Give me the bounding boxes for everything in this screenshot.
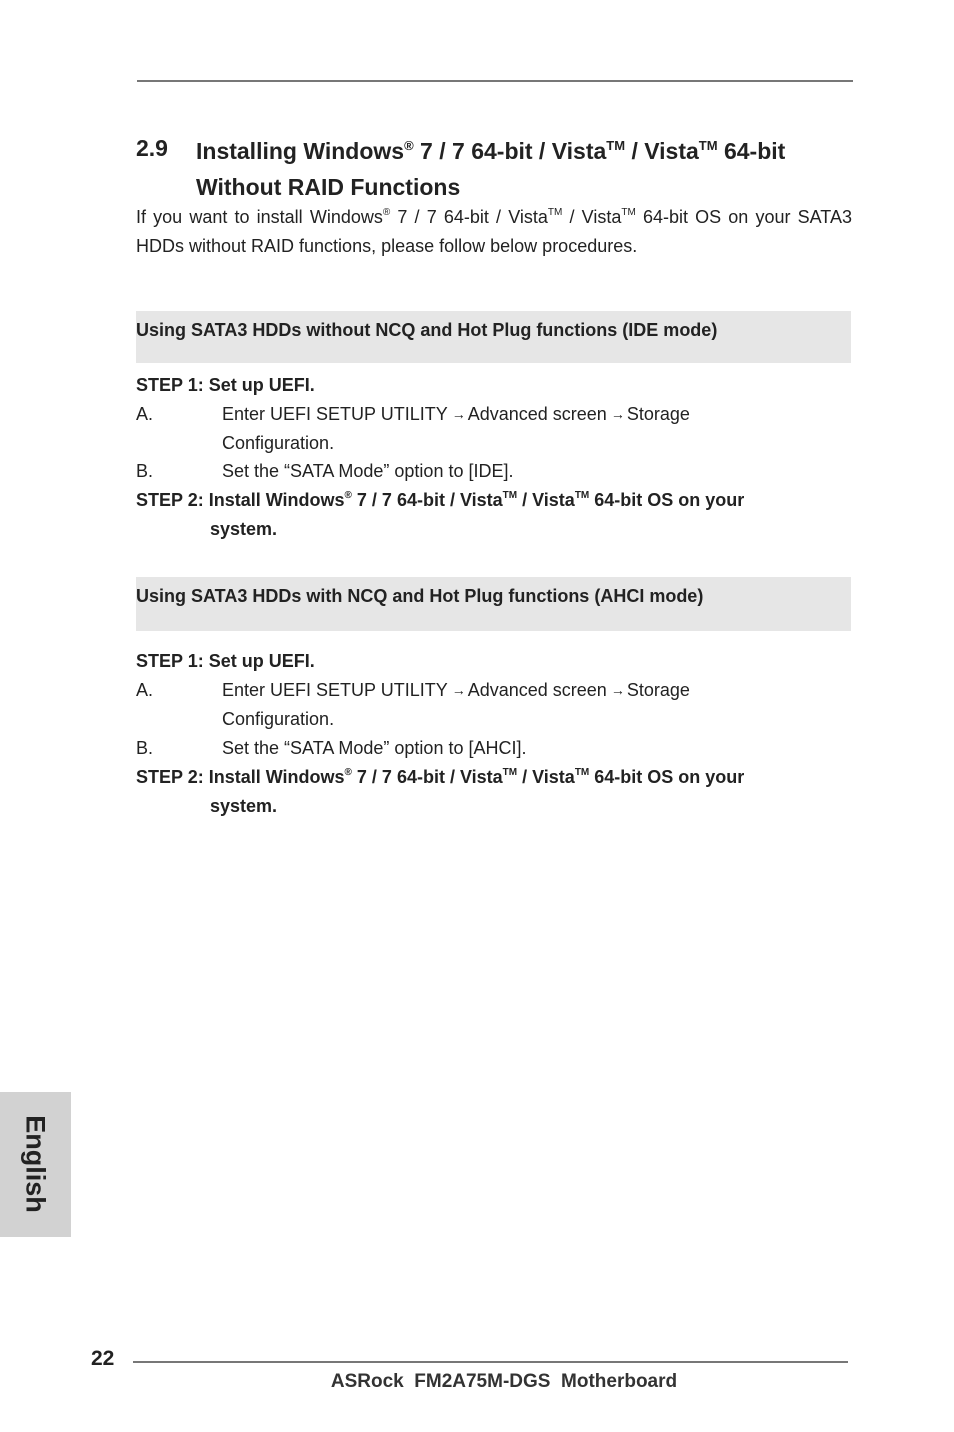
step-a-text: Enter UEFI SETUP UTILITY (222, 404, 448, 424)
registered-mark: ® (344, 490, 352, 501)
intro-text: If you want to install Windows (136, 207, 383, 227)
ahci-step-a-line2: Configuration. (222, 709, 335, 729)
title-text: Installing Windows (196, 138, 405, 164)
ide-step-a-label: A. (136, 404, 154, 424)
step2-text: 7 / 7 64-bit / Vista (351, 767, 503, 787)
step2-text: STEP 2: Install Windows (136, 490, 345, 510)
header-rule (137, 80, 853, 82)
step2-text: / Vista (517, 767, 575, 787)
intro-text: 7 / 7 64-bit / Vista (390, 207, 548, 227)
step-a-text: Storage (626, 680, 690, 700)
ahci-step-b-label: B. (136, 738, 154, 758)
arrow-right-icon: → (451, 406, 466, 422)
ide-step-a-line2: Configuration. (222, 433, 335, 453)
trademark-mark: TM (574, 767, 590, 778)
title-line-2: Without RAID Functions (196, 174, 461, 200)
arrow-right-icon: → (610, 406, 625, 422)
ide-mode-band (136, 311, 851, 363)
footer-rule (133, 1361, 848, 1363)
ide-step2-title (136, 486, 744, 515)
step-a-text: Enter UEFI SETUP UTILITY (222, 680, 448, 700)
intro-text: 64-bit OS on your SATA3 HDDs without RAID functions, please follow below procedures. (136, 207, 852, 256)
ahci-mode-heading: Using SATA3 HDDs with NCQ and Hot Plug functions (AHCI mode) (136, 586, 704, 606)
footer-product: ASRock FM2A75M-DGS Motherboard (330, 1371, 678, 1392)
ahci-step-a-label: A. (136, 680, 154, 700)
step-a-text: Advanced screen (467, 680, 607, 700)
page-number: 22 (91, 1347, 115, 1370)
section-number: 2.9 (136, 135, 168, 161)
registered-mark: ® (344, 767, 352, 778)
trademark-mark: TM (574, 490, 590, 501)
step-a-text: Advanced screen (467, 404, 607, 424)
arrow-right-icon: → (610, 682, 625, 698)
ahci-step-a-text (222, 676, 690, 705)
step2-text: 64-bit OS on your (589, 767, 745, 787)
ide-step-b-label: B. (136, 461, 154, 481)
step2-text: / Vista (517, 490, 575, 510)
trademark-mark: TM (698, 138, 718, 153)
registered-mark: ® (404, 138, 414, 153)
trademark-mark: TM (502, 490, 518, 501)
trademark-mark: TM (606, 138, 626, 153)
ide-step-a-text (222, 400, 690, 429)
ahci-step1-title: STEP 1: Set up UEFI. (136, 651, 315, 671)
ahci-step2-title (136, 763, 744, 792)
step2-text: 64-bit OS on your (589, 490, 745, 510)
registered-mark: ® (382, 207, 391, 218)
step2-text: 7 / 7 64-bit / Vista (351, 490, 503, 510)
trademark-mark: TM (502, 767, 518, 778)
ide-step-b-text: Set the “SATA Mode” option to [IDE]. (222, 461, 514, 481)
language-side-tab (0, 1092, 71, 1237)
intro-text: / Vista (562, 207, 622, 227)
title-text: 7 / 7 64-bit / Vista (413, 138, 607, 164)
ahci-step2-line2: system. (210, 796, 278, 816)
step2-text: STEP 2: Install Windows (136, 767, 345, 787)
language-label: English (20, 1115, 51, 1213)
trademark-mark: TM (547, 207, 563, 218)
trademark-mark: TM (621, 207, 636, 218)
ide-mode-heading: Using SATA3 HDDs without NCQ and Hot Plug functions (IDE mode) (136, 320, 718, 340)
step-a-text: Storage (626, 404, 690, 424)
ahci-mode-band (136, 577, 851, 631)
intro-paragraph (136, 203, 852, 261)
title-text: / Vista (625, 138, 699, 164)
arrow-right-icon: → (451, 682, 466, 698)
title-text: 64-bit (717, 138, 786, 164)
ide-step2-line2: system. (210, 519, 278, 539)
ahci-step-b-text: Set the “SATA Mode” option to [AHCI]. (222, 738, 527, 758)
section-title (196, 133, 856, 205)
ide-step1-title: STEP 1: Set up UEFI. (136, 375, 315, 395)
